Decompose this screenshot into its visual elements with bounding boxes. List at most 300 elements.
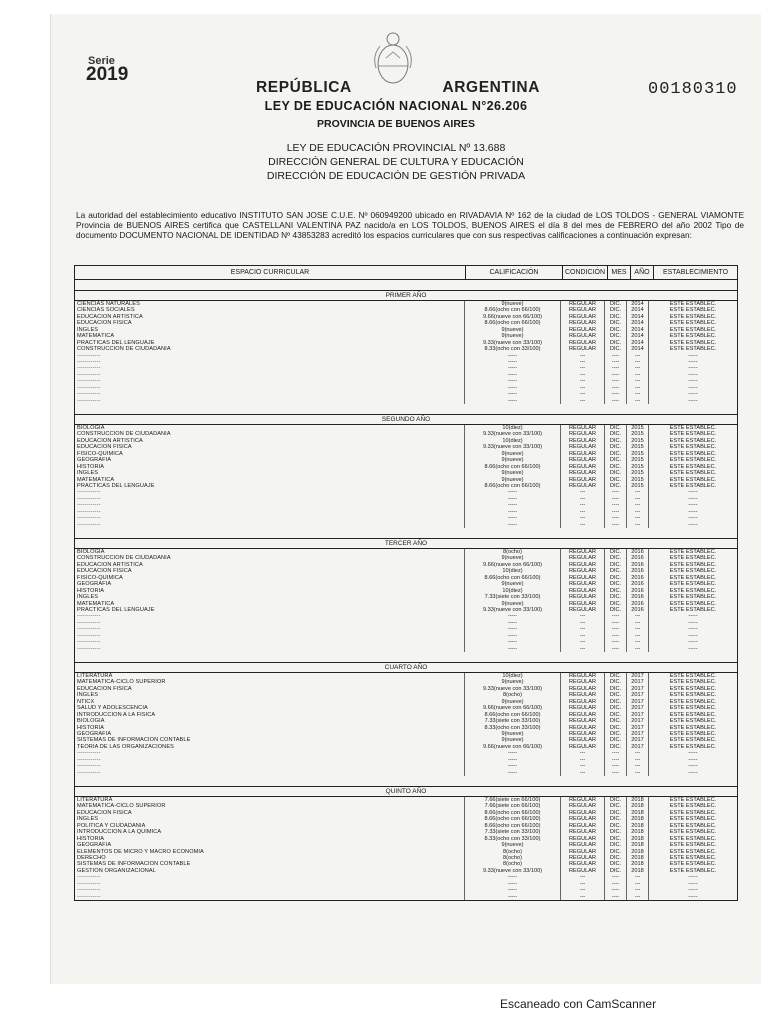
table-cell: REGULAR	[561, 836, 605, 842]
table-cell: ESTE ESTABLEC.	[669, 822, 717, 829]
table-cell: DIC.	[605, 823, 627, 829]
table-cell: ESTE ESTABLEC.	[669, 463, 717, 470]
table-cell: 9.66(nueve con 66/100)	[465, 562, 561, 568]
table-cell: GESTIÓN ORGANIZACIONAL	[75, 868, 465, 874]
table-cell: REGULAR	[561, 483, 605, 489]
table-cell: 2018	[627, 849, 649, 855]
table-cell: -----	[688, 378, 698, 385]
table-cell: ESTE ESTABLEC.	[669, 555, 717, 562]
table-cell: 9(nueve)	[465, 477, 561, 483]
table-cell: ---	[627, 887, 649, 893]
table-cell: 9.33(nueve con 33/100)	[465, 868, 561, 874]
table-cell: REGULAR	[561, 464, 605, 470]
year-section-title: SEGUNDO AÑO	[75, 415, 737, 425]
table-cell: DIC.	[605, 868, 627, 874]
year-section	[75, 538, 737, 652]
table-cell: ESTE ESTABLEC.	[669, 333, 717, 340]
table-cell: ----	[605, 763, 627, 769]
table-cell: 8.66(ocho con 66/100)	[465, 307, 561, 313]
table-cell: REGULAR	[561, 855, 605, 861]
table-cell: ---	[627, 750, 649, 756]
scanner-watermark: Escaneado con CamScanner	[500, 997, 657, 1011]
table-cell: ------------	[75, 770, 465, 776]
table-cell: DIC.	[605, 314, 627, 320]
table-cell: ESTE ESTABLEC.	[669, 842, 717, 849]
table-cell: EDUCACIÓN ARTÍSTICA	[75, 314, 465, 320]
table-cell: TEORÍA DE LAS ORGANIZACIONES	[75, 744, 465, 750]
year-section-title: QUINTO AÑO	[75, 787, 737, 797]
table-cell: ---	[561, 613, 605, 619]
table-cell: 2017	[627, 705, 649, 711]
table-cell: 8.66(ocho con 66/100)	[465, 823, 561, 829]
grades-table	[74, 265, 738, 901]
table-cell: ---	[561, 378, 605, 384]
table-cell: -----	[465, 646, 561, 652]
country-title	[256, 79, 540, 97]
table-cell: ---	[561, 750, 605, 756]
table-cell: ESTE ESTABLEC.	[669, 346, 717, 353]
table-cell: ---	[627, 894, 649, 900]
table-cell: ---	[561, 620, 605, 626]
table-cell: ----	[605, 646, 627, 652]
table-cell: ESTE ESTABLEC.	[669, 313, 717, 320]
table-cell: ESTE ESTABLEC.	[669, 692, 717, 699]
table-cell: REGULAR	[561, 686, 605, 692]
table-cell: 2014	[627, 327, 649, 333]
table-cell: 2017	[627, 718, 649, 724]
table-cell: 7.66(siete con 66/100)	[465, 803, 561, 809]
table-cell: -----	[465, 881, 561, 887]
table-cell: REGULAR	[561, 340, 605, 346]
table-cell: DIC.	[605, 673, 627, 679]
table-cell: 8.66(ocho con 66/100)	[465, 320, 561, 326]
table-cell: REGULAR	[561, 607, 605, 613]
table-cell: 2016	[627, 555, 649, 561]
table-cell: REGULAR	[561, 307, 605, 313]
table-cell: -----	[688, 626, 698, 633]
table-cell: MATEMÁTICA	[75, 333, 465, 339]
table-cell: -----	[688, 352, 698, 359]
table-cell: REGULAR	[561, 451, 605, 457]
table-cell: ------------	[75, 509, 465, 515]
table-cell: REGULAR	[561, 679, 605, 685]
table-cell: DIC.	[605, 483, 627, 489]
year-section-title: TERCER AÑO	[75, 539, 737, 549]
table-cell: INTRODUCCIÓN A LA FÍSICA	[75, 712, 465, 718]
table-cell: ESTE ESTABLEC.	[669, 854, 717, 861]
table-cell: 2017	[627, 699, 649, 705]
table-cell: INGLÉS	[75, 816, 465, 822]
table-cell: ----	[605, 378, 627, 384]
table-cell: 8.66(ocho con 66/100)	[465, 712, 561, 718]
table-cell: SISTEMAS DE INFORMACIÓN CONTABLE	[75, 737, 465, 743]
table-cell: ------------	[75, 757, 465, 763]
table-cell: ---	[561, 894, 605, 900]
table-cell: -----	[688, 358, 698, 365]
table-cell: 10(diez)	[465, 568, 561, 574]
table-cell: ----	[605, 881, 627, 887]
table-cell: 2015	[627, 477, 649, 483]
table-cell: -----	[465, 385, 561, 391]
table-cell: EDUCACIÓN FÍSICA	[75, 568, 465, 574]
table-cell: ----	[605, 372, 627, 378]
table-cell: 9.33(nueve con 33/100)	[465, 444, 561, 450]
table-cell: 2017	[627, 744, 649, 750]
table-row	[75, 770, 737, 776]
table-cell: SISTEMAS DE INFORMACIÓN CONTABLE	[75, 861, 465, 867]
table-cell: ESTE ESTABLEC.	[669, 476, 717, 483]
table-cell: ---	[561, 496, 605, 502]
table-cell: 2018	[627, 797, 649, 803]
table-cell: 8.66(ocho con 66/100)	[465, 483, 561, 489]
table-cell: -----	[688, 769, 698, 776]
table-cell: 2018	[627, 816, 649, 822]
table-cell: ---	[627, 391, 649, 397]
table-cell: 2018	[627, 861, 649, 867]
table-cell: REGULAR	[561, 829, 605, 835]
year-section	[75, 414, 737, 528]
table-cell: ---	[561, 398, 605, 404]
table-cell: 2018	[627, 810, 649, 816]
table-cell: REGULAR	[561, 477, 605, 483]
table-cell: ---	[561, 646, 605, 652]
table-cell: ESTE ESTABLEC.	[669, 861, 717, 868]
table-cell: REGULAR	[561, 333, 605, 339]
table-cell: ESTE ESTABLEC.	[669, 549, 717, 555]
table-cell: 2018	[627, 823, 649, 829]
table-row	[75, 646, 737, 652]
table-cell: DIC.	[605, 601, 627, 607]
table-cell: DIC.	[605, 549, 627, 555]
table-cell: ESTE ESTABLEC.	[669, 685, 717, 692]
table-cell: ---	[627, 502, 649, 508]
table-cell: ESTE ESTABLEC.	[669, 730, 717, 737]
table-cell: 8(ocho)	[465, 855, 561, 861]
table-cell: ---	[561, 365, 605, 371]
table-cell: DIC.	[605, 816, 627, 822]
column-header-espacio: ESPACIO CURRICULAR	[75, 266, 466, 279]
table-cell: DERECHO	[75, 855, 465, 861]
series-label: Serie	[88, 55, 115, 67]
table-cell: ---	[561, 502, 605, 508]
table-cell: 8.66(ocho con 66/100)	[465, 816, 561, 822]
table-cell: ---	[561, 353, 605, 359]
table-cell: DIC.	[605, 679, 627, 685]
table-cell: ---	[561, 770, 605, 776]
table-cell: DIC.	[605, 855, 627, 861]
table-cell: 2014	[627, 333, 649, 339]
table-cell: ------------	[75, 502, 465, 508]
table-cell: DIC.	[605, 307, 627, 313]
table-cell: -----	[465, 391, 561, 397]
table-cell: REGULAR	[561, 568, 605, 574]
table-cell: ------------	[75, 522, 465, 528]
table-cell: -----	[688, 763, 698, 770]
table-cell: ESTE ESTABLEC.	[669, 561, 717, 568]
table-cell: ------------	[75, 385, 465, 391]
table-cell: ----	[605, 639, 627, 645]
table-cell: ESTE ESTABLEC.	[669, 307, 717, 314]
table-cell: DIC.	[605, 457, 627, 463]
table-cell: EDUCACIÓN FÍSICA	[75, 320, 465, 326]
table-cell: REGULAR	[561, 555, 605, 561]
table-cell: ----	[605, 391, 627, 397]
table-cell: ESTE ESTABLEC.	[669, 437, 717, 444]
table-cell: 2014	[627, 346, 649, 352]
table-cell: ---	[627, 646, 649, 652]
table-cell: ---	[627, 359, 649, 365]
table-cell: 2016	[627, 562, 649, 568]
table-cell: ----	[605, 509, 627, 515]
table-cell: PRÁCTICAS DEL LENGUAJE	[75, 607, 465, 613]
table-cell: ------------	[75, 881, 465, 887]
table-cell: ----	[605, 887, 627, 893]
table-cell: -----	[688, 391, 698, 398]
table-cell: ELEMENTOS DE MICRO Y MACRO ECONOMÍA	[75, 849, 465, 855]
table-cell: 2014	[627, 314, 649, 320]
table-cell: ESTE ESTABLEC.	[669, 737, 717, 744]
table-cell: ----	[605, 757, 627, 763]
table-cell: REGULAR	[561, 712, 605, 718]
table-cell: -----	[465, 613, 561, 619]
table-cell: ESTE ESTABLEC.	[669, 711, 717, 718]
table-cell: -----	[465, 626, 561, 632]
table-cell: 9(nueve)	[465, 737, 561, 743]
table-cell: ---	[561, 391, 605, 397]
table-cell: -----	[688, 371, 698, 378]
table-cell: REGULAR	[561, 744, 605, 750]
table-cell: DIC.	[605, 692, 627, 698]
table-cell: -----	[465, 874, 561, 880]
table-cell: ESTE ESTABLEC.	[669, 816, 717, 823]
table-cell: REGULAR	[561, 861, 605, 867]
table-cell: DIC.	[605, 320, 627, 326]
table-cell: 2017	[627, 686, 649, 692]
table-cell: PRÁCTICAS DEL LENGUAJE	[75, 340, 465, 346]
table-cell: ---	[627, 626, 649, 632]
table-cell: 2017	[627, 673, 649, 679]
table-cell: 2014	[627, 320, 649, 326]
table-cell: ESTE ESTABLEC.	[669, 606, 717, 613]
table-cell: ESTE ESTABLEC.	[669, 482, 717, 489]
table-cell: 2016	[627, 594, 649, 600]
table-cell: ------------	[75, 626, 465, 632]
table-cell: 10(diez)	[465, 588, 561, 594]
table-cell: ---	[627, 353, 649, 359]
table-cell: GEOGRAFÍA	[75, 457, 465, 463]
table-cell: 2015	[627, 457, 649, 463]
table-cell: REGULAR	[561, 470, 605, 476]
table-cell: 2016	[627, 601, 649, 607]
table-cell: ------------	[75, 372, 465, 378]
table-cell: DIC.	[605, 712, 627, 718]
table-cell: ---	[627, 620, 649, 626]
table-cell: 2015	[627, 470, 649, 476]
table-cell: REGULAR	[561, 457, 605, 463]
table-cell: ---	[627, 398, 649, 404]
table-cell: DIC.	[605, 607, 627, 613]
table-cell: -----	[465, 496, 561, 502]
table-cell: ESTE ESTABLEC.	[669, 848, 717, 855]
table-cell: ---	[561, 763, 605, 769]
column-header-mes: MES	[608, 266, 631, 279]
table-cell: 8(ocho)	[465, 549, 561, 555]
table-cell: CONSTRUCCIÓN DE CIUDADANÍA	[75, 346, 465, 352]
table-cell: BIOLOGÍA	[75, 718, 465, 724]
table-cell: 2014	[627, 340, 649, 346]
year-section-title: PRIMER AÑO	[75, 291, 737, 301]
table-cell: REGULAR	[561, 588, 605, 594]
table-cell: ------------	[75, 496, 465, 502]
table-cell: -----	[688, 619, 698, 626]
table-cell: ESTE ESTABLEC.	[669, 581, 717, 588]
table-cell: -----	[688, 521, 698, 528]
table-cell: ----	[605, 626, 627, 632]
table-cell: DIC.	[605, 849, 627, 855]
table-cell: 9(nueve)	[465, 601, 561, 607]
table-cell: ----	[605, 515, 627, 521]
table-cell: REGULAR	[561, 346, 605, 352]
country-title-republica: REPÚBLICA	[256, 79, 352, 96]
table-cell: REGULAR	[561, 842, 605, 848]
table-cell: DIC.	[605, 581, 627, 587]
table-cell: CONSTRUCCIÓN DE CIUDADANÍA	[75, 431, 465, 437]
table-cell: HISTORIA	[75, 725, 465, 731]
table-cell: REGULAR	[561, 731, 605, 737]
table-cell: 9(nueve)	[465, 301, 561, 307]
table-cell: 9.33(nueve con 33/100)	[465, 340, 561, 346]
table-cell: ESTE ESTABLEC.	[669, 698, 717, 705]
table-cell: ---	[627, 385, 649, 391]
table-cell: -----	[465, 365, 561, 371]
table-cell: 8.66(ocho con 66/100)	[465, 464, 561, 470]
table-cell: BIOLOGÍA	[75, 549, 465, 555]
table-cell: REGULAR	[561, 601, 605, 607]
table-cell: ---	[561, 515, 605, 521]
column-header-calificacion: CALIFICACIÓN	[466, 266, 563, 279]
table-cell: 2017	[627, 712, 649, 718]
table-cell: -----	[465, 894, 561, 900]
table-cell: ---	[627, 757, 649, 763]
table-cell: REGULAR	[561, 575, 605, 581]
table-cell: ESTE ESTABLEC.	[669, 450, 717, 457]
table-cell: ------------	[75, 639, 465, 645]
table-cell: ---	[627, 522, 649, 528]
year-section-title: CUARTO AÑO	[75, 663, 737, 673]
table-cell: ---	[627, 874, 649, 880]
table-cell: 7.33(siete con 33/100)	[465, 594, 561, 600]
table-cell: ---	[627, 763, 649, 769]
table-cell: ---	[627, 881, 649, 887]
table-cell: ------------	[75, 359, 465, 365]
column-header-establecimiento: ESTABLECIMIENTO	[662, 269, 729, 276]
table-cell: 2018	[627, 855, 649, 861]
table-cell: INGLÉS	[75, 594, 465, 600]
table-cell: ------------	[75, 750, 465, 756]
year-section	[75, 290, 737, 404]
table-cell: ---	[627, 639, 649, 645]
table-cell: DIC.	[605, 431, 627, 437]
table-cell: ESTE ESTABLEC.	[669, 339, 717, 346]
table-cell: 9.33(nueve con 33/100)	[465, 686, 561, 692]
table-cell: REGULAR	[561, 816, 605, 822]
table-cell: EDUCACIÓN FÍSICA	[75, 810, 465, 816]
table-cell: -----	[465, 633, 561, 639]
table-cell: BIOLOGÍA	[75, 425, 465, 431]
table-cell: DIC.	[605, 725, 627, 731]
table-cell: REGULAR	[561, 725, 605, 731]
table-cell: ---	[561, 522, 605, 528]
table-cell: DIC.	[605, 333, 627, 339]
table-cell: 9(nueve)	[465, 470, 561, 476]
table-cell: DIC.	[605, 562, 627, 568]
table-cell: REGULAR	[561, 581, 605, 587]
table-cell: INGLÉS	[75, 470, 465, 476]
table-cell: 2016	[627, 607, 649, 613]
table-cell: 9(nueve)	[465, 679, 561, 685]
column-header-condicion: CONDICIÓN	[563, 266, 608, 279]
column-header-ano: AÑO	[631, 266, 654, 279]
table-cell: 2016	[627, 549, 649, 555]
table-cell: 2015	[627, 431, 649, 437]
table-cell: EDUCACIÓN ARTÍSTICA	[75, 438, 465, 444]
table-cell: -----	[688, 756, 698, 763]
table-cell: 8.66(ocho con 66/100)	[465, 575, 561, 581]
table-cell: ---	[627, 365, 649, 371]
table-cell: MATEMÁTICA-CICLO SUPERIOR	[75, 803, 465, 809]
table-cell: CIENCIAS SOCIALES	[75, 307, 465, 313]
table-cell: DIC.	[605, 346, 627, 352]
table-cell: ESTE ESTABLEC.	[669, 679, 717, 686]
table-cell: POLÍTICA Y CIUDADANÍA	[75, 823, 465, 829]
table-cell: 2017	[627, 725, 649, 731]
table-cell: DIC.	[605, 810, 627, 816]
table-cell: -----	[688, 495, 698, 502]
table-cell: PRÁCTICAS DEL LENGUAJE	[75, 483, 465, 489]
table-cell: 7.66(siete con 66/100)	[465, 797, 561, 803]
table-cell: ---	[561, 509, 605, 515]
table-cell: ----	[605, 874, 627, 880]
table-cell: -----	[465, 378, 561, 384]
table-cell: ESTE ESTABLEC.	[669, 600, 717, 607]
table-cell: 9.33(nueve con 33/100)	[465, 607, 561, 613]
table-cell: REGULAR	[561, 314, 605, 320]
table-cell: 8.33(ocho con 33/100)	[465, 725, 561, 731]
table-cell: REGULAR	[561, 705, 605, 711]
table-cell: 2016	[627, 575, 649, 581]
table-cell: ----	[605, 522, 627, 528]
table-cell: 2018	[627, 836, 649, 842]
table-cell: ---	[627, 372, 649, 378]
table-cell: GEOGRAFÍA	[75, 731, 465, 737]
table-cell: REGULAR	[561, 692, 605, 698]
table-cell: NTICX	[75, 699, 465, 705]
table-cell: ESTE ESTABLEC.	[669, 867, 717, 874]
table-cell: 2018	[627, 842, 649, 848]
table-header	[75, 266, 737, 280]
table-cell: DIC.	[605, 568, 627, 574]
table-cell: 9(nueve)	[465, 581, 561, 587]
table-cell: ---	[627, 770, 649, 776]
table-cell: ESTE ESTABLEC.	[669, 444, 717, 451]
table-cell: ------------	[75, 365, 465, 371]
table-cell: 2015	[627, 438, 649, 444]
serial-number: 00180310	[648, 80, 738, 99]
table-cell: 9(nueve)	[465, 457, 561, 463]
year-section	[75, 786, 737, 900]
table-cell: CIENCIAS NATURALES	[75, 301, 465, 307]
table-cell: INTRODUCCIÓN A LA QUÍMICA	[75, 829, 465, 835]
